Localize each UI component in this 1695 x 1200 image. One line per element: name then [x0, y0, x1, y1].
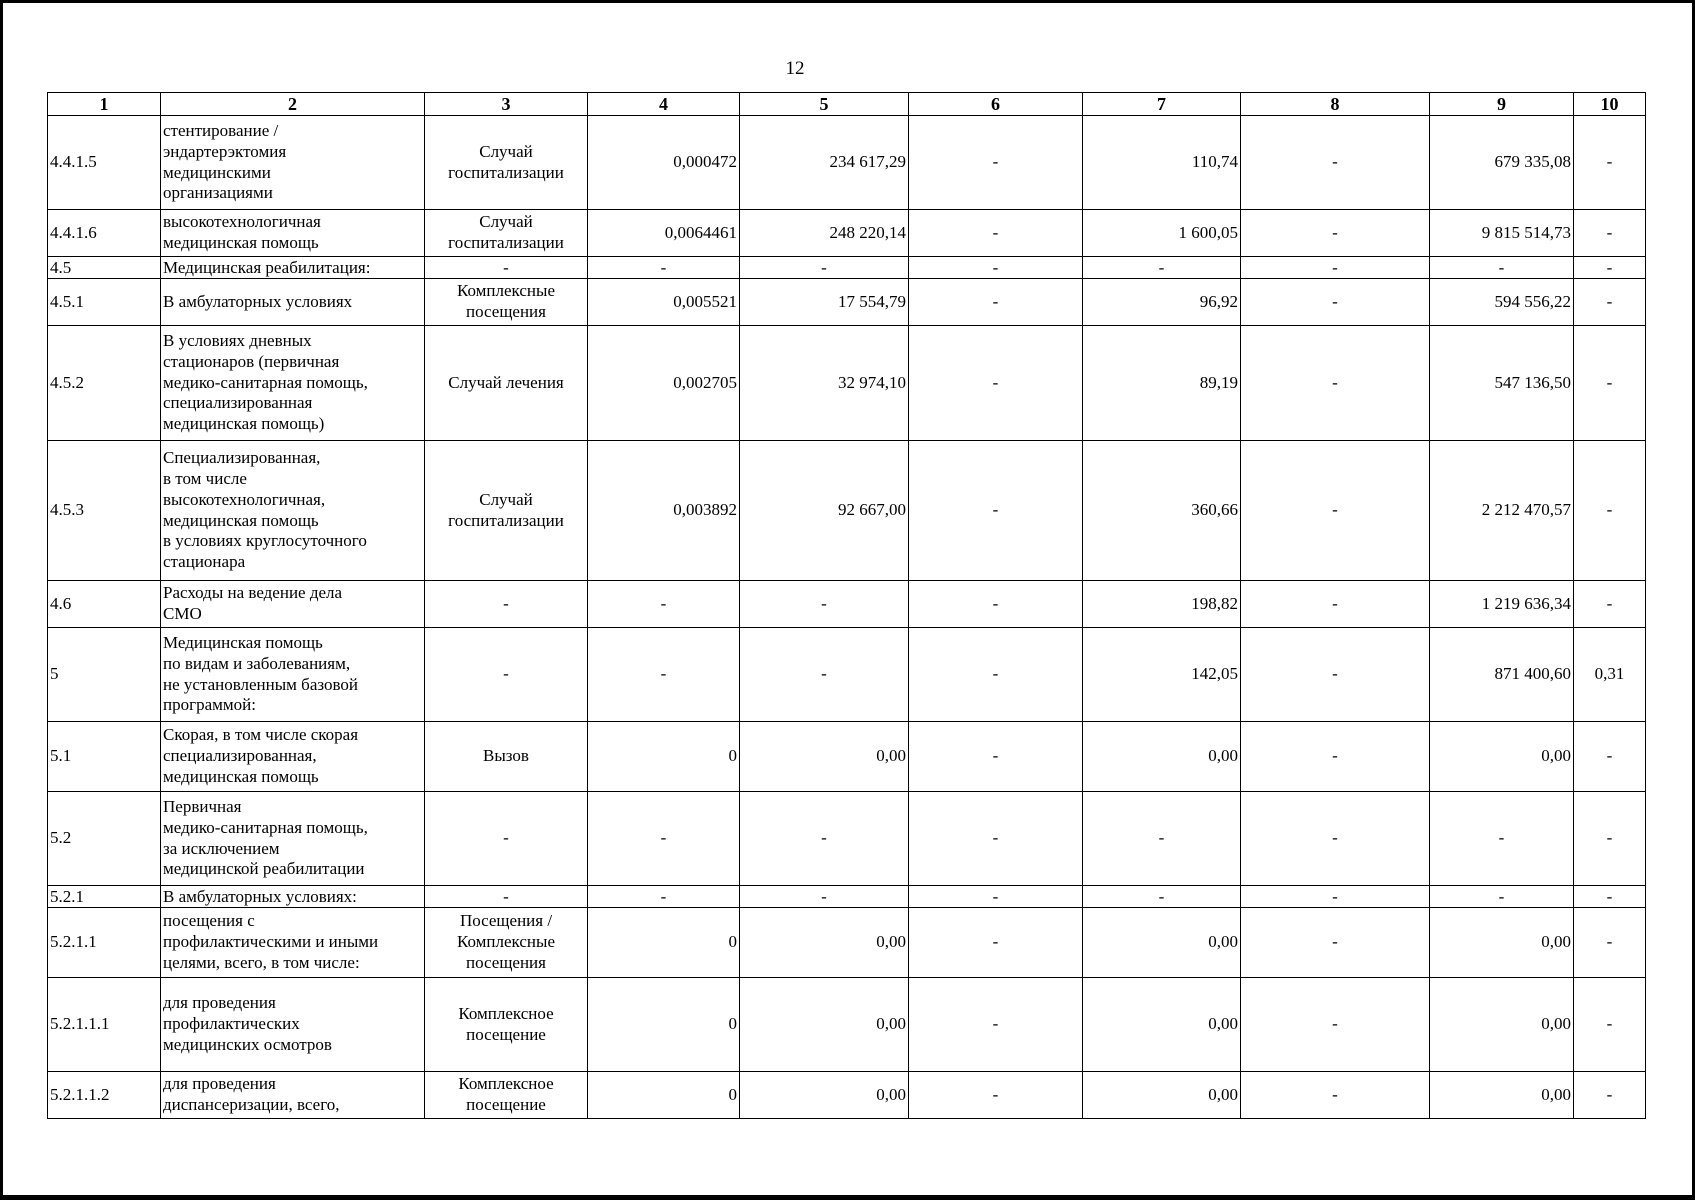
row-code: 4.5.3	[48, 441, 161, 581]
col9-value: 679 335,08	[1430, 116, 1574, 210]
col5-value: 32 974,10	[740, 326, 909, 441]
col6-value: -	[909, 978, 1083, 1072]
col6-value: -	[909, 441, 1083, 581]
row-unit: Комплексные посещения	[425, 279, 588, 326]
col6-value: -	[909, 116, 1083, 210]
col6-value: -	[909, 279, 1083, 326]
col7-value: 0,00	[1083, 1072, 1241, 1119]
col10-value: -	[1574, 210, 1646, 257]
table-row	[48, 257, 1646, 279]
col4-value: 0	[588, 722, 740, 792]
tariff-table	[47, 92, 1646, 1119]
col10-value: -	[1574, 279, 1646, 326]
col6-value: -	[909, 210, 1083, 257]
col9-value: -	[1430, 792, 1574, 886]
row-code: 4.6	[48, 581, 161, 628]
col4-value: 0,000472	[588, 116, 740, 210]
col4-value: -	[588, 792, 740, 886]
col10-value: -	[1574, 792, 1646, 886]
row-unit: Случай госпитализации	[425, 116, 588, 210]
row-name: Первичная медико-санитарная помощь, за исключением медицинской реабилитации	[161, 792, 425, 886]
col10-value: -	[1574, 116, 1646, 210]
row-name: Скорая, в том числе скорая специализированная, медицинская помощь	[161, 722, 425, 792]
column-header: 4	[588, 93, 740, 116]
col7-value: 198,82	[1083, 581, 1241, 628]
col4-value: 0	[588, 978, 740, 1072]
column-header: 8	[1241, 93, 1430, 116]
row-name: В амбулаторных условиях:	[161, 886, 425, 908]
col9-value: 594 556,22	[1430, 279, 1574, 326]
row-code: 4.4.1.5	[48, 116, 161, 210]
col6-value: -	[909, 908, 1083, 978]
col7-value: -	[1083, 792, 1241, 886]
row-code: 5.2.1.1.1	[48, 978, 161, 1072]
row-code: 5	[48, 628, 161, 722]
column-header: 6	[909, 93, 1083, 116]
col9-value: 0,00	[1430, 978, 1574, 1072]
col7-value: 89,19	[1083, 326, 1241, 441]
col9-value: 1 219 636,34	[1430, 581, 1574, 628]
row-unit: Комплексное посещение	[425, 1072, 588, 1119]
col5-value: -	[740, 257, 909, 279]
col4-value: -	[588, 581, 740, 628]
col7-value: 0,00	[1083, 978, 1241, 1072]
col5-value: 0,00	[740, 908, 909, 978]
col5-value: 17 554,79	[740, 279, 909, 326]
row-code: 5.1	[48, 722, 161, 792]
col8-value: -	[1241, 257, 1430, 279]
col8-value: -	[1241, 581, 1430, 628]
col7-value: 142,05	[1083, 628, 1241, 722]
col9-value: -	[1430, 257, 1574, 279]
row-name: Медицинская помощь по видам и заболеваниям, не установленным базовой программой:	[161, 628, 425, 722]
col10-value: -	[1574, 581, 1646, 628]
col10-value: -	[1574, 326, 1646, 441]
column-header: 7	[1083, 93, 1241, 116]
col4-value: 0,005521	[588, 279, 740, 326]
row-code: 4.5.2	[48, 326, 161, 441]
header-row	[48, 93, 1646, 116]
row-code: 4.5	[48, 257, 161, 279]
row-unit: Случай лечения	[425, 326, 588, 441]
col7-value: 1 600,05	[1083, 210, 1241, 257]
col6-value: -	[909, 257, 1083, 279]
col5-value: 0,00	[740, 722, 909, 792]
col8-value: -	[1241, 978, 1430, 1072]
row-code: 4.5.1	[48, 279, 161, 326]
col5-value: -	[740, 628, 909, 722]
row-name: Специализированная, в том числе высокотехнологичная, медицинская помощь в условиях круглосуточного стационара	[161, 441, 425, 581]
column-header: 1	[48, 93, 161, 116]
col7-value: 0,00	[1083, 722, 1241, 792]
col8-value: -	[1241, 628, 1430, 722]
col5-value: -	[740, 886, 909, 908]
col8-value: -	[1241, 279, 1430, 326]
col7-value: 96,92	[1083, 279, 1241, 326]
col4-value: 0,0064461	[588, 210, 740, 257]
col10-value: -	[1574, 257, 1646, 279]
row-unit: -	[425, 581, 588, 628]
col8-value: -	[1241, 210, 1430, 257]
col6-value: -	[909, 792, 1083, 886]
col4-value: -	[588, 628, 740, 722]
column-header: 2	[161, 93, 425, 116]
column-header: 3	[425, 93, 588, 116]
col9-value: 0,00	[1430, 1072, 1574, 1119]
col10-value: -	[1574, 1072, 1646, 1119]
table-row	[48, 1072, 1646, 1119]
col9-value: 0,00	[1430, 908, 1574, 978]
table-row	[48, 116, 1646, 210]
table-row	[48, 908, 1646, 978]
column-header: 10	[1574, 93, 1646, 116]
table-row	[48, 978, 1646, 1072]
col7-value: -	[1083, 886, 1241, 908]
row-unit: -	[425, 257, 588, 279]
col8-value: -	[1241, 722, 1430, 792]
row-code: 5.2	[48, 792, 161, 886]
page-border-bottom	[0, 1195, 1695, 1200]
col7-value: 110,74	[1083, 116, 1241, 210]
col9-value: 547 136,50	[1430, 326, 1574, 441]
col8-value: -	[1241, 886, 1430, 908]
col4-value: 0	[588, 908, 740, 978]
col6-value: -	[909, 722, 1083, 792]
col9-value: 9 815 514,73	[1430, 210, 1574, 257]
table-row	[48, 581, 1646, 628]
row-unit: Вызов	[425, 722, 588, 792]
col5-value: 0,00	[740, 1072, 909, 1119]
table-row	[48, 441, 1646, 581]
col8-value: -	[1241, 326, 1430, 441]
col7-value: -	[1083, 257, 1241, 279]
col5-value: 0,00	[740, 978, 909, 1072]
row-name: для проведения профилактических медицинских осмотров	[161, 978, 425, 1072]
page-border-left	[0, 0, 3, 1200]
col9-value: 2 212 470,57	[1430, 441, 1574, 581]
row-unit: Посещения / Комплексные посещения	[425, 908, 588, 978]
col8-value: -	[1241, 1072, 1430, 1119]
page-border-top	[0, 0, 1695, 3]
page-number: 12	[785, 58, 805, 79]
col6-value: -	[909, 886, 1083, 908]
row-name: посещения с профилактическими и иными целями, всего, в том числе:	[161, 908, 425, 978]
col4-value: 0,003892	[588, 441, 740, 581]
col8-value: -	[1241, 908, 1430, 978]
row-unit: Случай госпитализации	[425, 441, 588, 581]
col4-value: 0	[588, 1072, 740, 1119]
row-code: 5.2.1	[48, 886, 161, 908]
table-row	[48, 886, 1646, 908]
col8-value: -	[1241, 441, 1430, 581]
col8-value: -	[1241, 792, 1430, 886]
col5-value: 92 667,00	[740, 441, 909, 581]
col10-value: -	[1574, 978, 1646, 1072]
table-row	[48, 792, 1646, 886]
col7-value: 360,66	[1083, 441, 1241, 581]
row-name: стентирование / эндартерэктомия медицинскими организациями	[161, 116, 425, 210]
row-name: Расходы на ведение дела СМО	[161, 581, 425, 628]
row-unit: -	[425, 792, 588, 886]
col9-value: 871 400,60	[1430, 628, 1574, 722]
column-header: 9	[1430, 93, 1574, 116]
col5-value: -	[740, 792, 909, 886]
col6-value: -	[909, 581, 1083, 628]
table-row	[48, 722, 1646, 792]
row-name: высокотехнологичная медицинская помощь	[161, 210, 425, 257]
col4-value: 0,002705	[588, 326, 740, 441]
col5-value: -	[740, 581, 909, 628]
col10-value: -	[1574, 441, 1646, 581]
col10-value: -	[1574, 886, 1646, 908]
row-unit: -	[425, 628, 588, 722]
row-name: В условиях дневных стационаров (первичная медико-санитарная помощь, специализированная медицинская помощь)	[161, 326, 425, 441]
row-code: 5.2.1.1.2	[48, 1072, 161, 1119]
col6-value: -	[909, 628, 1083, 722]
col5-value: 248 220,14	[740, 210, 909, 257]
table-row	[48, 628, 1646, 722]
row-name: В амбулаторных условиях	[161, 279, 425, 326]
col4-value: -	[588, 257, 740, 279]
col7-value: 0,00	[1083, 908, 1241, 978]
col6-value: -	[909, 1072, 1083, 1119]
table-row	[48, 326, 1646, 441]
col10-value: -	[1574, 722, 1646, 792]
row-unit: -	[425, 886, 588, 908]
table-row	[48, 210, 1646, 257]
row-code: 5.2.1.1	[48, 908, 161, 978]
col5-value: 234 617,29	[740, 116, 909, 210]
row-name: для проведения диспансеризации, всего,	[161, 1072, 425, 1119]
col10-value: -	[1574, 908, 1646, 978]
col4-value: -	[588, 886, 740, 908]
row-name: Медицинская реабилитация:	[161, 257, 425, 279]
table-body	[48, 116, 1646, 1119]
col6-value: -	[909, 326, 1083, 441]
col9-value: -	[1430, 886, 1574, 908]
column-header: 5	[740, 93, 909, 116]
row-code: 4.4.1.6	[48, 210, 161, 257]
row-unit: Случай госпитализации	[425, 210, 588, 257]
table-row	[48, 279, 1646, 326]
col9-value: 0,00	[1430, 722, 1574, 792]
row-unit: Комплексное посещение	[425, 978, 588, 1072]
col10-value: 0,31	[1574, 628, 1646, 722]
col8-value: -	[1241, 116, 1430, 210]
